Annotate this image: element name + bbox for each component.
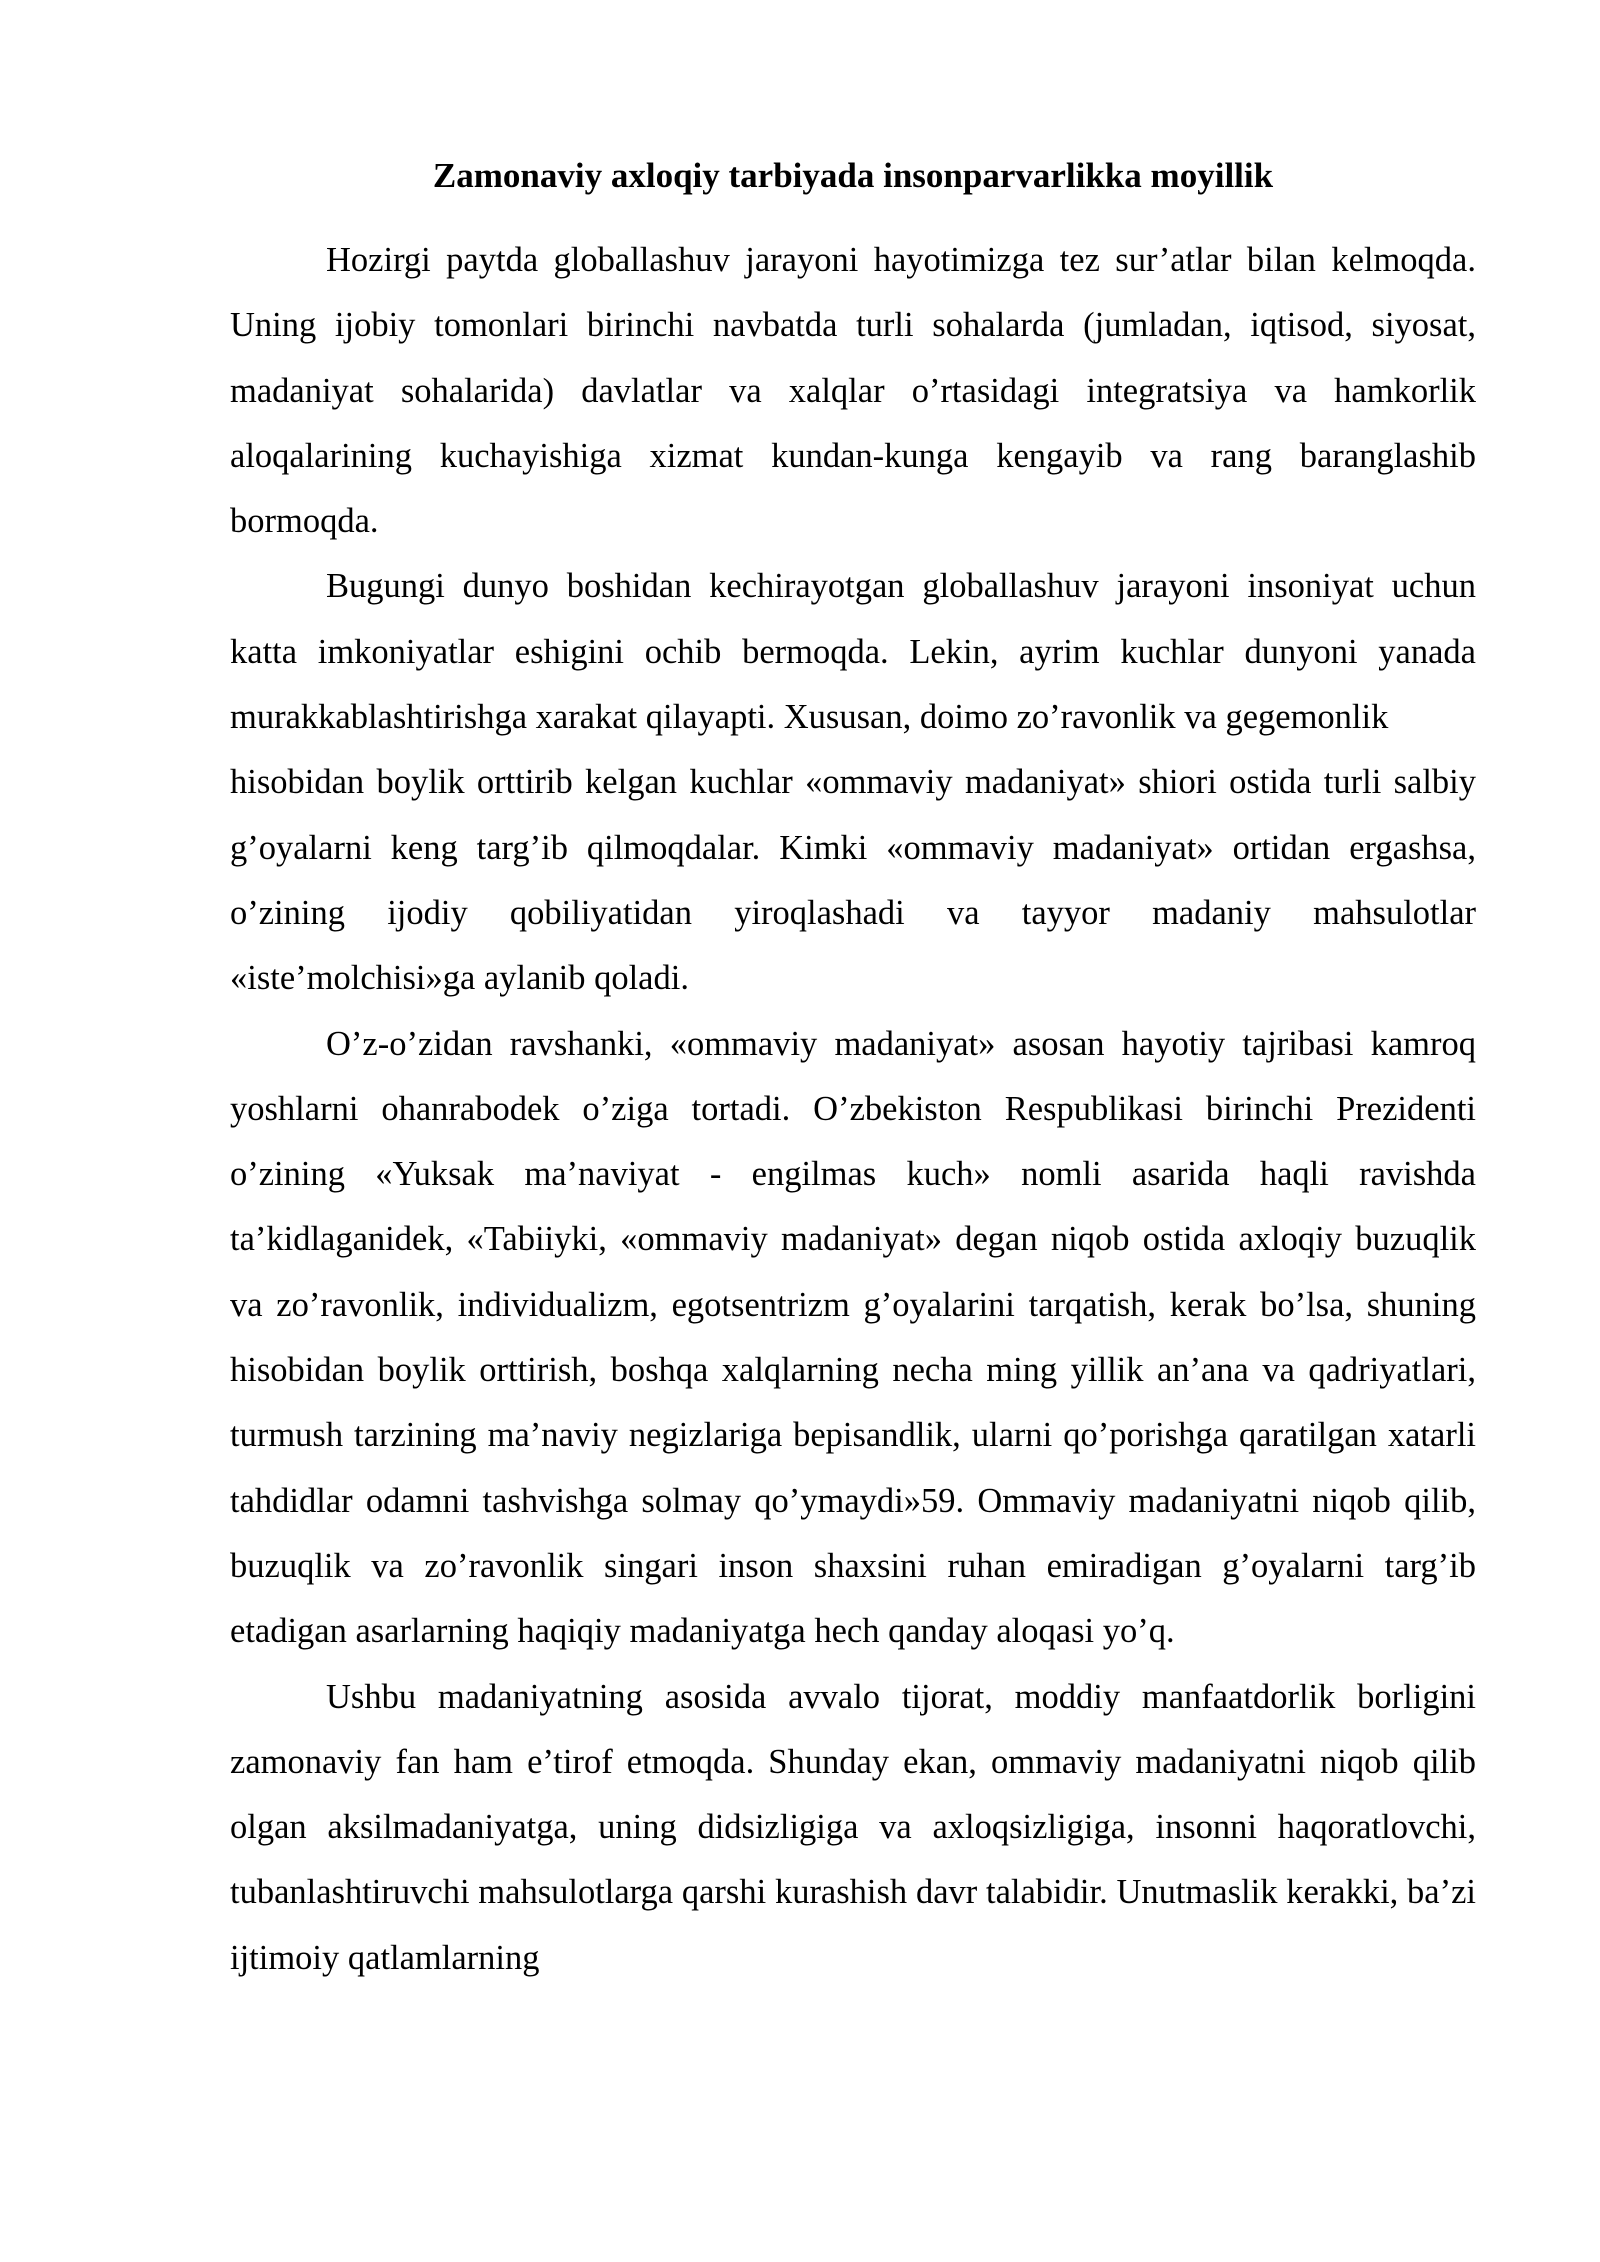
paragraph-3: O’z-o’zidan ravshanki, «ommaviy madaniyat» asosan hayotiy tajribasi kamroq yoshlarni ohanrabodek o’ziga tortadi. O’zbekiston Respublikasi birinchi Prezidenti o’zining «Yuksak ma’naviyat - engilmas kuch» nomli asarida haqli ravishda ta’kidlaganidek, «Tabiiyki, «ommaviy madaniyat» degan niqob ostida axloqiy buzuqlik va zo’ravonlik, individualizm, egotsentrizm g’oyalarini tarqatish, kerak bo’lsa, shuning hisobidan boylik orttirish, boshqa xalqlarning necha ming yillik an’ana va qadriyatlari, turmush tarzining ma’naviy negizlariga bepisandlik, ularni qo’porishga qaratilgan xatarli tahdidlar odamni tashvishga solmay qo’ymaydi»59. Ommaviy madaniyatni niqob qilib, buzuqlik va zo’ravonlik singari inson shaxsini ruhan emiradigan g’oyalarni targ’ib etadigan asarlarning haqiqiy madaniyatga hech qanday aloqasi yo’q. [230, 1024, 1476, 1651]
paragraph-1: Hozirgi paytda globallashuv jarayoni hayotimizga tez sur’atlar bilan kelmoqda. Uning ijobiy tomonlari birinchi navbatda turli sohalarda (jumladan, iqtisod, siyosat, madaniyat sohalarida) davlatlar va xalqlar o’rtasidagi integratsiya va hamkorlik aloqalarining kuchayishiga xizmat kundan-kunga kengayib va rang baranglashib bormoqda. [230, 241, 1476, 541]
paragraph-2: Bugungi dunyo boshidan kechirayotgan globallashuv jarayoni insoniyat uchun katta imkoniyatlar eshigini ochib bermoqda. Lekin, ayrim kuchlar dunyoni yanada murakkablashtirishga xarakat qilayapti. Xususan, doimo zo’ravonlik va gegemonlik [230, 567, 1476, 737]
paragraph-2-continuation: hisobidan boylik orttirib kelgan kuchlar «ommaviy madaniyat» shiori ostida turli salbiy g’oyalarni keng targ’ib qilmoqdalar. Kimki «ommaviy madaniyat» ortidan ergashsa, o’zining ijodiy qobiliyatidan yiroqlashadi va tayyor madaniy mahsulotlar «iste’molchisi»ga aylanib qoladi. [230, 763, 1476, 998]
paragraph-4: Ushbu madaniyatning asosida avvalo tijorat, moddiy manfaatdorlik borligini zamonaviy fan ham e’tirof etmoqda. Shunday ekan, ommaviy madaniyatni niqob qilib olgan aksilmadaniyatga, uning didsizligiga va axloqsizligiga, insonni haqoratlovchi, tubanlashtiruvchi mahsulotlarga qarshi kurashish davr talabidir. Unutmaslik kerakki, ba’zi ijtimoiy qatlamlarning [230, 1677, 1476, 1977]
document-title: Zamonaviy axloqiy tarbiyada insonparvarlikka moyillik [432, 156, 1274, 195]
document-page [230, 150, 1476, 1991]
